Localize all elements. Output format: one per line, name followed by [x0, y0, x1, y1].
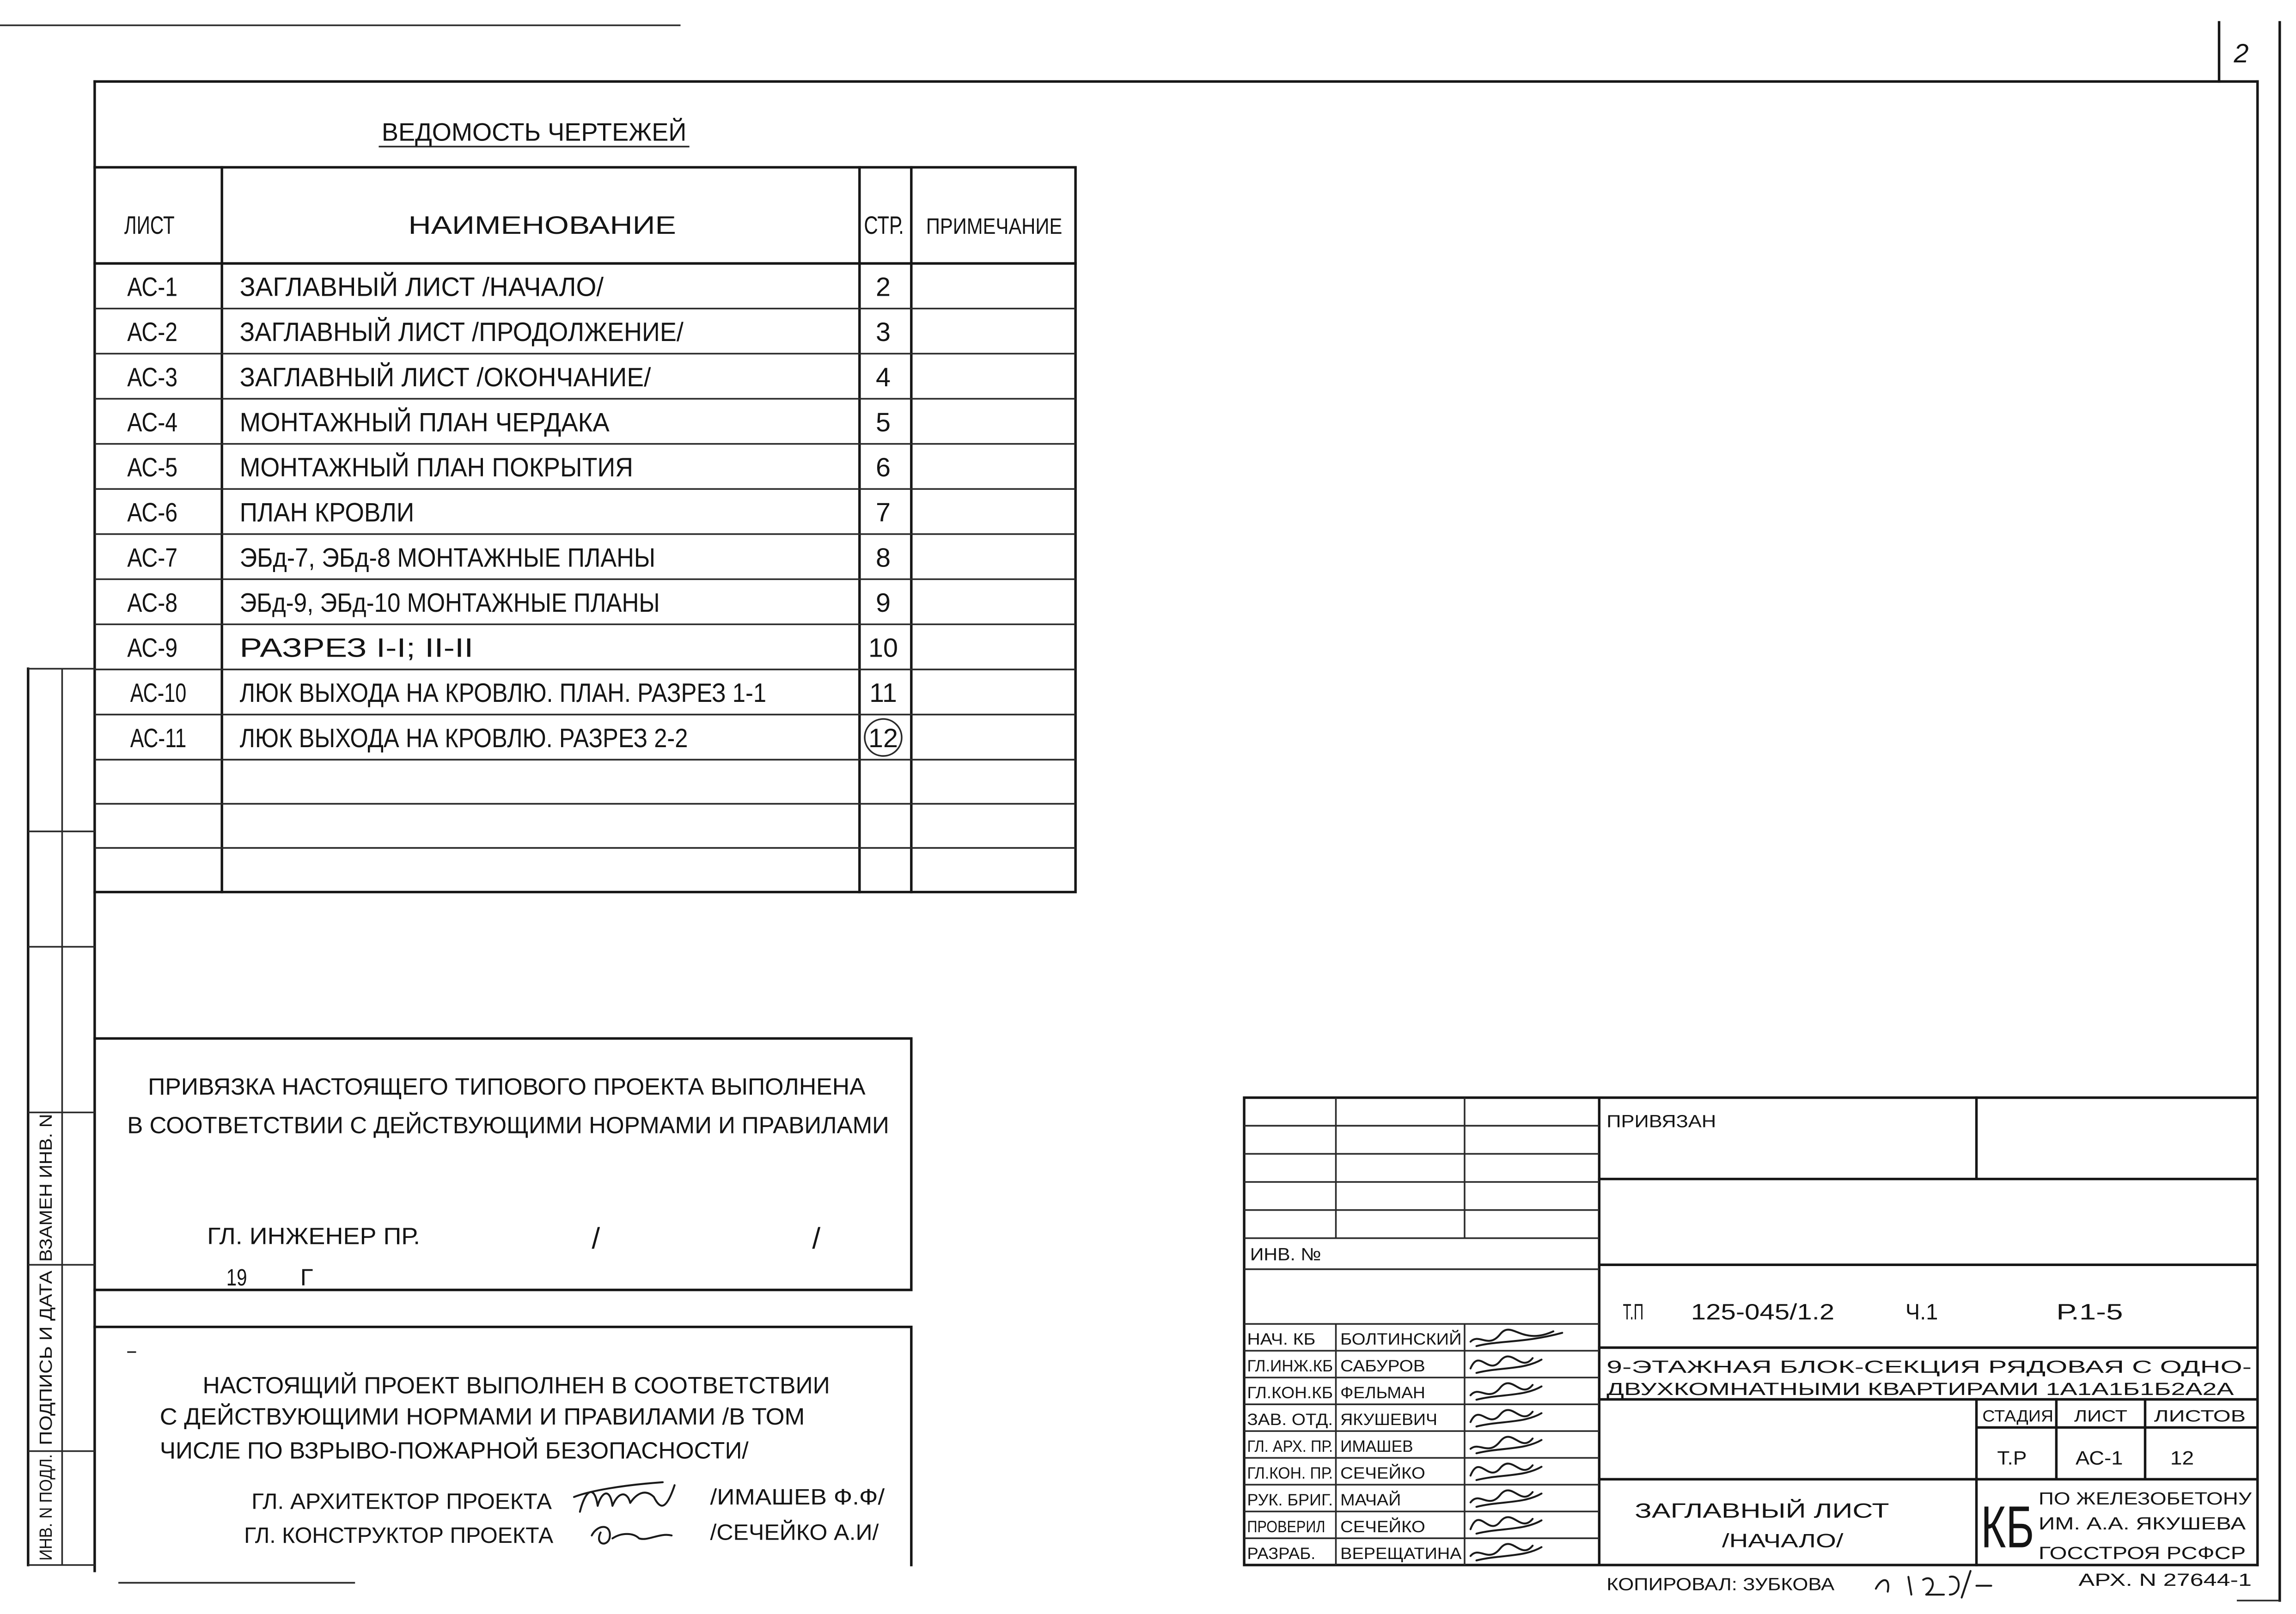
- drawing-page: 12: [868, 723, 898, 753]
- signatory-role: РАЗРАБ.: [1247, 1544, 1316, 1563]
- year-suffix: Г: [300, 1264, 313, 1291]
- chief-architect-name: /ИМАШЕВ Ф.Ф/: [710, 1485, 885, 1510]
- signatory-row: [1244, 1431, 1599, 1456]
- year-prefix: 19: [226, 1264, 247, 1291]
- inv-original-label: ИНВ. N ПОДЛ.: [36, 1441, 56, 1561]
- organization-line3: ГОССТРОЯ РСФСР: [2039, 1543, 2246, 1564]
- header-page: СТР.: [864, 211, 904, 240]
- signature-slash-2: /: [812, 1222, 821, 1255]
- architect-signature: [574, 1482, 675, 1512]
- signatory-name: ЯКУШЕВИЧ: [1340, 1410, 1438, 1429]
- drawing-row: [127, 543, 891, 573]
- drawing-row: [127, 588, 891, 618]
- drawing-name: ЗАГЛАВНЫЙ ЛИСТ /ОКОНЧАНИЕ/: [239, 362, 670, 392]
- organization-logo: КБ: [1981, 1494, 2034, 1560]
- drawing-sheet-code: АС-1: [127, 272, 178, 302]
- drawing-name: МОНТАЖНЫЙ ПЛАН ПОКРЫТИЯ: [239, 453, 661, 483]
- signatory-row: [1244, 1377, 1599, 1402]
- drawing-row: [127, 452, 891, 482]
- signatory-signature: [1471, 1330, 1562, 1346]
- signatory-row: [1244, 1404, 1599, 1429]
- signatory-role: ПРОВЕРИЛ: [1247, 1517, 1325, 1536]
- signatory-signature: [1471, 1544, 1542, 1560]
- signatory-signature: [1471, 1357, 1542, 1373]
- drawing-row: [127, 317, 891, 347]
- signatory-role: РУК. БРИГ.: [1247, 1491, 1333, 1509]
- bound-label: ПРИВЯЗАН: [1606, 1111, 1716, 1132]
- footer: [1606, 1570, 2252, 1598]
- drawings-list-title: ВЕДОМОСТЬ ЧЕРТЕЖЕЙ: [381, 118, 687, 146]
- signatory-name: ИМАШЕВ: [1340, 1437, 1413, 1456]
- drawing-row: [127, 362, 891, 392]
- sheets-header: ЛИСТОВ: [2154, 1407, 2246, 1425]
- drawing-sheet-code: АС-10: [130, 678, 187, 708]
- signatory-row: [1244, 1458, 1599, 1482]
- drawing-page: 8: [875, 543, 891, 573]
- drawings-table-body: [127, 272, 902, 756]
- project-code: 125-045/1.2: [1691, 1300, 1835, 1325]
- signatory-row: [1244, 1485, 1599, 1509]
- signatory-signature: [1471, 1383, 1542, 1400]
- signatory-signature: [1471, 1437, 1542, 1454]
- signatory-signature: [1471, 1410, 1542, 1427]
- drawing-page: 2: [875, 272, 891, 302]
- sheet-title-line1: ЗАГЛАВНЫЙ ЛИСТ: [1635, 1499, 1822, 1523]
- left-approval-strip: [28, 669, 95, 1565]
- signature-slash-1: /: [592, 1222, 600, 1255]
- chief-engineer-label: ГЛ. ИНЖЕНЕР ПР.: [207, 1223, 421, 1249]
- drawing-row: [130, 678, 897, 708]
- compliance-line2: С ДЕЙСТВУЮЩИМИ НОРМАМИ И ПРАВИЛАМИ /В ТОМ: [159, 1403, 788, 1430]
- drawing-page: 9: [875, 588, 891, 618]
- signatory-name: СЕЧЕЙКО: [1340, 1464, 1418, 1482]
- drawing-page: 4: [875, 362, 891, 392]
- compliance-line3: ЧИСЛЕ ПО ВЗРЫВО-ПОЖАРНОЙ БЕЗОПАСНОСТИ/: [159, 1437, 746, 1464]
- project-title-line2: ДВУХКОМНАТНЫМИ КВАРТИРАМИ 1А1А1Б1Б2А2А: [1606, 1379, 2235, 1399]
- drawing-page: 10: [868, 633, 898, 663]
- drawing-name: ПЛАН КРОВЛИ: [239, 498, 415, 528]
- inv-number-label: ИНВ. №: [1250, 1244, 1321, 1265]
- chief-constructor-name: /СЕЧЕЙКО А.И/: [710, 1520, 872, 1545]
- drawing-name: РАЗРЕЗ I-I; II-II: [239, 633, 474, 663]
- drawing-page: 5: [875, 408, 891, 438]
- compliance-note-box: [95, 1327, 911, 1565]
- project-part: Ч.1: [1905, 1300, 1938, 1325]
- drawing-sheet-code: АС-5: [127, 453, 178, 483]
- drawing-row: [127, 407, 891, 437]
- header-note: ПРИМЕЧАНИЕ: [926, 214, 1063, 239]
- signatory-name: САБУРОВ: [1340, 1357, 1425, 1376]
- drawing-name: МОНТАЖНЫЙ ПЛАН ЧЕРДАКА: [239, 408, 630, 438]
- drawing-name: ЭБд-9, ЭБд-10 МОНТАЖНЫЕ ПЛАНЫ: [239, 588, 660, 618]
- title-block: [1244, 1098, 2258, 1565]
- compliance-line1: НАСТОЯЩИЙ ПРОЕКТ ВЫПОЛНЕН В СООТВЕТСТВИИ: [202, 1372, 824, 1399]
- drawing-sheet-code: АС-7: [127, 543, 178, 573]
- copied-by: КОПИРОВАЛ: ЗУБКОВА: [1606, 1574, 1835, 1595]
- drawing-name: ЛЮК ВЫХОДА НА КРОВЛЮ. ПЛАН. РАЗРЕЗ 1-1: [239, 678, 767, 708]
- signatory-role: ЗАВ. ОТД.: [1247, 1410, 1333, 1429]
- drawing-row: [130, 719, 902, 756]
- archive-number: АРХ. N 27644-1: [2078, 1570, 2252, 1590]
- drawing-sheet-code: АС-2: [127, 317, 178, 347]
- binding-note-line1: ПРИВЯЗКА НАСТОЯЩЕГО ТИПОВОГО ПРОЕКТА ВЫПОЛНЕНА: [148, 1073, 866, 1100]
- project-prefix: Т.П: [1623, 1300, 1644, 1325]
- sheet-number: 2: [2234, 38, 2249, 68]
- drawing-row: [127, 272, 891, 302]
- binding-note-line2: В СООТВЕТСТВИИ С ДЕЙСТВУЮЩИМИ НОРМАМИ И ПРАВИЛАМИ: [127, 1112, 892, 1139]
- drawing-page: 7: [875, 498, 891, 528]
- signatory-signature: [1471, 1517, 1542, 1534]
- drawing-name: ЭБд-7, ЭБд-8 МОНТАЖНЫЕ ПЛАНЫ: [239, 543, 656, 573]
- drawing-row: [127, 498, 891, 528]
- signatory-role: ГЛ. АРХ. ПР.: [1247, 1437, 1333, 1456]
- signatory-row: [1244, 1351, 1599, 1375]
- drawing-page: 11: [869, 678, 897, 708]
- sheet-header: ЛИСТ: [2074, 1407, 2128, 1425]
- drawing-row: [127, 633, 898, 663]
- drawing-sheet-code: АС-9: [127, 633, 178, 663]
- signatory-name: МАЧАЙ: [1340, 1491, 1397, 1509]
- signatory-name: СЕЧЕЙКО: [1340, 1517, 1418, 1536]
- signatory-role: ГЛ.КОН. ПР.: [1247, 1464, 1333, 1482]
- chief-architect-label: ГЛ. АРХИТЕКТОР ПРОЕКТА: [251, 1489, 552, 1514]
- project-title-line1: 9-ЭТАЖНАЯ БЛОК-СЕКЦИЯ РЯДОВАЯ С ОДНО-: [1606, 1357, 2252, 1377]
- drawing-sheet-code: АС-4: [127, 408, 178, 438]
- handwritten-note: [1876, 1571, 1991, 1598]
- project-section: Р.1-5: [2056, 1300, 2123, 1325]
- drawing-name: ЗАГЛАВНЫЙ ЛИСТ /НАЧАЛО/: [239, 272, 611, 302]
- organization-line2: ИМ. А.А. ЯКУШЕВА: [2039, 1514, 2246, 1534]
- header-sheet: ЛИСТ: [124, 211, 175, 240]
- drawings-table-header: [124, 211, 1062, 239]
- constructor-signature: [592, 1527, 672, 1544]
- signature-date-label: ПОДПИСЬ И ДАТА: [36, 1290, 56, 1445]
- sheet-title-line2: /НАЧАЛО/: [1722, 1529, 1844, 1552]
- drawing-name: ЗАГЛАВНЫЙ ЛИСТ /ПРОДОЛЖЕНИЕ/: [239, 317, 713, 347]
- drawing-sheet-code: АС-6: [127, 498, 178, 528]
- stage-value: Т.Р: [1997, 1447, 2027, 1469]
- signatory-name: БОЛТИНСКИЙ: [1340, 1330, 1452, 1349]
- signatory-signature: [1471, 1463, 1542, 1480]
- signatory-list: [1244, 1330, 1599, 1563]
- header-name: НАИМЕНОВАНИЕ: [408, 211, 676, 240]
- binding-note-box: [95, 1038, 911, 1291]
- signatory-row: [1247, 1330, 1562, 1348]
- drawing-sheet-code: АС-11: [130, 723, 187, 753]
- signatory-role: ГЛ.ИНЖ.КБ: [1247, 1357, 1333, 1376]
- signatory-name: ФЕЛЬМАН: [1340, 1384, 1425, 1402]
- signatory-role: ГЛ.КОН.КБ: [1247, 1384, 1333, 1402]
- chief-constructor-label: ГЛ. КОНСТРУКТОР ПРОЕКТА: [244, 1523, 554, 1548]
- signatory-row: [1244, 1511, 1599, 1536]
- signatory-name: ВЕРЕЩАТИНА: [1340, 1544, 1462, 1563]
- organization-line1: ПО ЖЕЛЕЗОБЕТОНУ: [2039, 1488, 2252, 1509]
- drawing-name: ЛЮК ВЫХОДА НА КРОВЛЮ. РАЗРЕЗ 2-2: [239, 723, 688, 753]
- signatory-role: НАЧ. КБ: [1247, 1330, 1316, 1349]
- drawing-page: 3: [875, 317, 891, 347]
- sheets-value: 12: [2170, 1447, 2194, 1469]
- signatory-signature: [1471, 1490, 1542, 1507]
- drawing-sheet-code: АС-3: [127, 362, 178, 392]
- signatory-row: [1244, 1538, 1599, 1563]
- drawing-sheet-code: АС-8: [127, 588, 178, 618]
- replaces-inv-label: ВЗАМЕН ИНВ. N: [36, 1123, 56, 1262]
- stage-header: СТАДИЯ: [1982, 1407, 2054, 1425]
- sheet-value: АС-1: [2076, 1447, 2123, 1469]
- drawing-page: 6: [875, 453, 891, 483]
